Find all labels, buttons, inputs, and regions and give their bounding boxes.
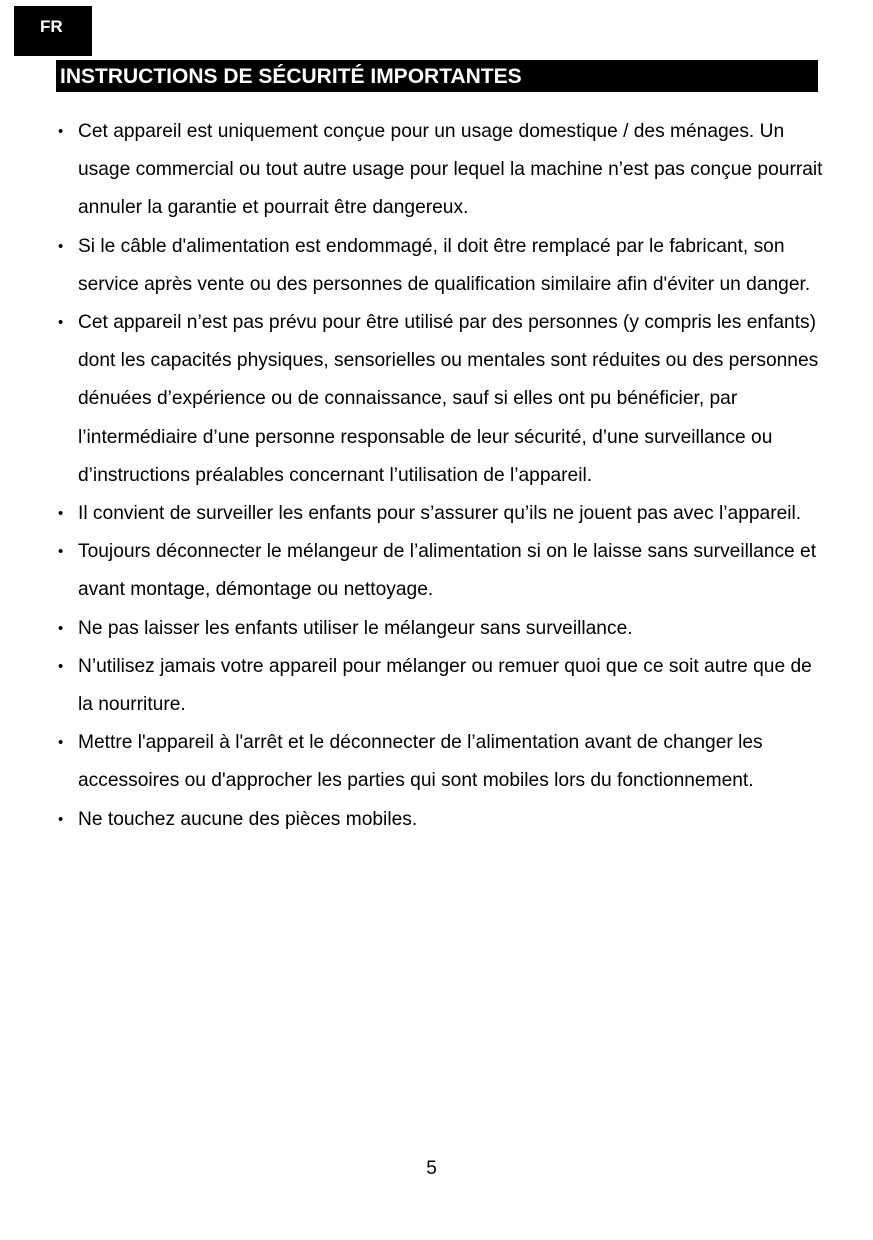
instruction-text: Si le câble d'alimentation est endommagé, il doit être remplacé par le fabricant, son service après vente ou des personnes de qualification similaire afin d'éviter un danger.	[78, 235, 811, 295]
instruction-text: Ne touchez aucune des pièces mobiles.	[78, 808, 418, 830]
instruction-text: Ne pas laisser les enfants utiliser le mélangeur sans surveillance.	[78, 617, 633, 639]
safety-instructions-list	[56, 113, 826, 839]
instruction-text: Cet appareil n’est pas prévu pour être utilisé par des personnes (y compris les enfants) dont les capacités physiques, sensorielles ou mentales sont réduites ou des personnes dénuées d’expérience ou de connaissance, sauf si elles ont pu bénéficier, par l’intermédiaire d’une personne responsable de leur sécurité, d’une surveillance ou d’instructions préalables concernant l’utilisation de l’appareil.	[78, 312, 819, 486]
list-item	[56, 610, 826, 648]
list-item	[56, 533, 826, 609]
list-item	[56, 495, 826, 533]
list-item	[56, 113, 826, 228]
bullet-icon: •	[58, 543, 64, 561]
bullet-icon: •	[58, 314, 64, 332]
bullet-icon: •	[58, 619, 64, 637]
page-title: INSTRUCTIONS DE SÉCURITÉ IMPORTANTES	[56, 60, 818, 92]
bullet-icon: •	[58, 237, 64, 255]
bullet-icon: •	[58, 123, 64, 140]
bullet-icon: •	[58, 657, 64, 675]
list-item	[56, 228, 826, 304]
instruction-text: N’utilisez jamais votre appareil pour mélanger ou remuer quoi que ce soit autre que de la nourriture.	[78, 655, 812, 716]
instruction-text: Il convient de surveiller les enfants pour s’assurer qu’ils ne jouent pas avec l’appareil.	[78, 503, 802, 525]
instruction-text: Cet appareil est uniquement conçue pour un usage domestique / des ménages. Un usage commercial ou tout autre usage pour lequel la machine n’est pas conçue pourrait annuler la garantie et pourrait être dangereux.	[78, 121, 823, 219]
instruction-text: Toujours déconnecter le mélangeur de l’alimentation si on le laisse sans surveillance et avant montage, démontage ou nettoyage.	[78, 541, 817, 601]
bullet-icon: •	[58, 810, 64, 828]
list-item	[56, 801, 826, 839]
language-tab: FR	[14, 6, 92, 56]
list-item	[56, 648, 826, 724]
list-item	[56, 304, 826, 495]
page-number: 5	[426, 1158, 437, 1179]
bullet-icon: •	[58, 505, 64, 523]
bullet-icon: •	[58, 734, 64, 752]
instruction-text: Mettre l'appareil à l'arrêt et le déconnecter de l’alimentation avant de changer les accessoires ou d'approcher les parties qui sont mobiles lors du fonctionnement.	[78, 732, 763, 792]
list-item	[56, 724, 826, 800]
